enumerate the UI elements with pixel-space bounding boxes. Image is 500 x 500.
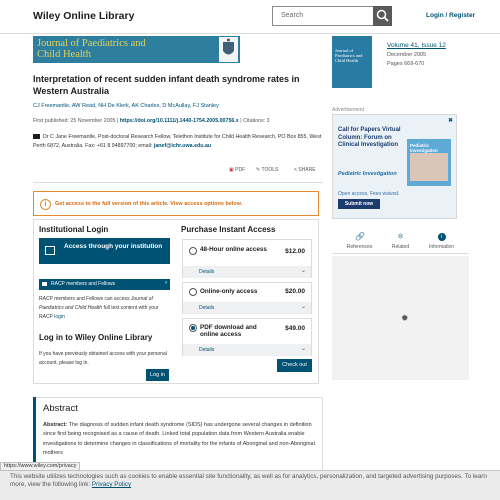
wiley-login-text: If you have previously obtained access with your personal account, please log in. xyxy=(39,351,167,366)
close-ad-icon[interactable]: ✖ xyxy=(447,118,453,124)
purchase-access-title: Purchase Instant Access xyxy=(181,225,276,234)
purchase-option-name: Online-only access xyxy=(200,288,258,295)
publication-meta xyxy=(33,118,270,124)
purchase-option-price: $12.00 xyxy=(285,248,305,255)
journal-banner-line2: Child Health xyxy=(37,49,91,60)
first-published-date: 25 November 2005 xyxy=(70,118,116,124)
volume-issue-link[interactable]: Volume 41, Issue 12 xyxy=(387,42,446,49)
pdf-button[interactable] xyxy=(229,167,245,173)
abstract-text: The diagnosis of sudden infant death syndrome (SIDS) has undergone several changes in definition since first being recognised as a cause of death. Linked total population data from Western Australia enable investigations to determine changes in classifications of mortality for the infants of Aboriginal and non-Aboriginal mothers xyxy=(43,422,315,456)
tab-information-label: Information xyxy=(428,244,454,250)
meta-separator: | xyxy=(116,118,120,124)
chevron-down-icon: ⌄ xyxy=(300,268,306,274)
card-icon xyxy=(42,282,47,286)
search-icon xyxy=(373,6,392,26)
first-published-label: First published: xyxy=(33,118,71,124)
correspondence xyxy=(33,133,323,151)
racp-login-link[interactable]: login xyxy=(54,314,65,320)
login-button[interactable]: Log in xyxy=(146,369,169,381)
issue-date: December 2005 xyxy=(387,52,427,58)
journal-cover-title: Journal of Paediatrics and Child Health xyxy=(335,48,363,63)
access-banner xyxy=(33,191,319,216)
cookie-message xyxy=(10,473,495,489)
tools-label: TOOLS xyxy=(261,167,279,173)
link-icon: 🔗 xyxy=(355,232,365,241)
privacy-policy-link[interactable]: Privacy Policy xyxy=(91,481,132,488)
racp-description xyxy=(39,295,171,322)
institution-icon xyxy=(45,246,55,255)
abstract-body xyxy=(43,421,315,458)
ad-submit-button[interactable]: Submit now xyxy=(338,199,380,209)
advertisement-banner[interactable] xyxy=(332,114,457,219)
racp-journal-name: Journal of Paediatrics and Child Health xyxy=(39,296,153,311)
purchase-radio-48h[interactable] xyxy=(189,247,197,255)
purchase-option-name: PDF download and online access xyxy=(200,324,257,338)
ad-magazine-title: Pediatric Investigation xyxy=(410,143,438,153)
advertisement-label: Advertisement xyxy=(332,107,364,113)
status-bar-url: https://www.wiley.com/privacy xyxy=(0,462,80,471)
details-label: Details xyxy=(199,305,215,311)
details-label: Details xyxy=(199,347,215,353)
tools-icon: ✎ xyxy=(256,167,261,173)
network-icon: ⚛ xyxy=(396,232,405,241)
purchase-option-name: 48-Hour online access xyxy=(200,246,267,253)
share-icon: < xyxy=(294,167,297,173)
purchase-option-price: $20.00 xyxy=(285,288,305,295)
doi-link[interactable]: https://doi.org/10.1111/j.1440-1754.2005.00756.x xyxy=(119,118,239,124)
institutional-login-title: Institutional Login xyxy=(39,225,109,234)
wiley-login-title: Log in to Wiley Online Library xyxy=(39,333,153,342)
loading-spinner-icon: ✹ xyxy=(401,313,409,323)
purchase-details-toggle[interactable] xyxy=(183,344,311,356)
ad-subheading: Pediatric Investigation xyxy=(338,171,397,177)
correspondence-text: Dr C Jane Freemantle, Post-doctoral Research Fellow, Telethon Institute for Child Health Research, PO Box 855, West Perth 6872, Australia. Fax: +61 8 94897700; email: xyxy=(33,134,322,149)
chevron-right-icon: › xyxy=(165,280,167,286)
search-placeholder: Search xyxy=(281,12,304,19)
racp-members-button[interactable] xyxy=(39,279,170,290)
info-icon: i xyxy=(40,199,51,210)
info-icon: i xyxy=(438,233,446,241)
tab-related[interactable] xyxy=(378,233,423,250)
purchase-option-pdf[interactable] xyxy=(182,318,312,356)
email-link[interactable]: janef@ichr.uwa.edu.au xyxy=(153,143,212,149)
tab-references-label: References xyxy=(346,244,373,250)
details-label: Details xyxy=(199,269,215,275)
share-label: SHARE xyxy=(298,167,316,173)
pdf-label: PDF xyxy=(235,167,246,173)
purchase-option-48h[interactable] xyxy=(182,239,312,278)
tools-button[interactable] xyxy=(256,167,278,173)
article-title: Interpretation of recent sudden infant death syndrome rates in Western Australia xyxy=(33,74,300,96)
purchase-details-toggle[interactable] xyxy=(183,266,311,278)
journal-banner[interactable] xyxy=(33,36,240,63)
pdf-icon: ▣ xyxy=(229,167,234,173)
institution-access-label: Access through your institution xyxy=(64,243,163,250)
page-range: Pages 669-670 xyxy=(387,61,425,67)
cookie-text: This website utilizes technologies such as cookies to enable essential site functionality, as well as for analytics, personalization, and targeted advertising purposes. To learn more, view the following link: xyxy=(10,473,487,488)
purchase-radio-pdf[interactable] xyxy=(189,324,197,332)
institution-access-button[interactable] xyxy=(39,238,170,264)
racp-text-1: RACP members and Fellows can access xyxy=(39,296,131,302)
meta-separator: | xyxy=(240,118,244,124)
tab-related-label: Related xyxy=(391,244,410,250)
divider xyxy=(33,182,323,183)
purchase-option-price: $49.00 xyxy=(285,325,305,332)
tab-information[interactable] xyxy=(419,233,464,250)
search-button[interactable] xyxy=(373,6,392,26)
chevron-down-icon: ⌄ xyxy=(300,304,306,310)
journal-banner-line1: Journal of Paediatrics and xyxy=(37,38,146,49)
checkout-button[interactable]: Check out xyxy=(277,359,312,372)
tab-references[interactable] xyxy=(337,233,382,250)
login-register-link[interactable]: Login / Register xyxy=(426,12,476,19)
share-button[interactable] xyxy=(294,167,316,173)
citations-link[interactable]: Citations: 3 xyxy=(243,118,270,124)
purchase-details-toggle[interactable] xyxy=(183,302,311,314)
author-list[interactable]: CJ Freemantle, AW Read, NH De Klerk, AK Charles, D McAullay, FJ Stanley xyxy=(33,103,219,109)
society-crest-icon xyxy=(219,37,238,62)
ad-open-access: Open access. Fees waived. xyxy=(338,191,400,197)
purchase-radio-online[interactable] xyxy=(189,288,197,296)
journal-cover[interactable] xyxy=(332,36,372,88)
purchase-option-online[interactable] xyxy=(182,282,312,314)
chevron-down-icon: ⌄ xyxy=(300,346,306,352)
ad-heading: Call for Papers Virtual Column: Forum on Clinical Investigation xyxy=(338,127,401,148)
abstract-title: Abstract xyxy=(43,403,78,414)
ad-magazine-image xyxy=(407,139,451,186)
racp-button-label: RACP members and Fellows xyxy=(51,281,116,287)
racp-text-2: full text content with your RACP xyxy=(39,305,159,320)
ad-magazine-photo xyxy=(410,153,448,181)
access-message: Get access to the full version of this article. View access options below. xyxy=(55,201,243,207)
site-logo[interactable]: Wiley Online Library xyxy=(33,10,135,22)
abstract-label: Abstract: xyxy=(43,422,68,428)
